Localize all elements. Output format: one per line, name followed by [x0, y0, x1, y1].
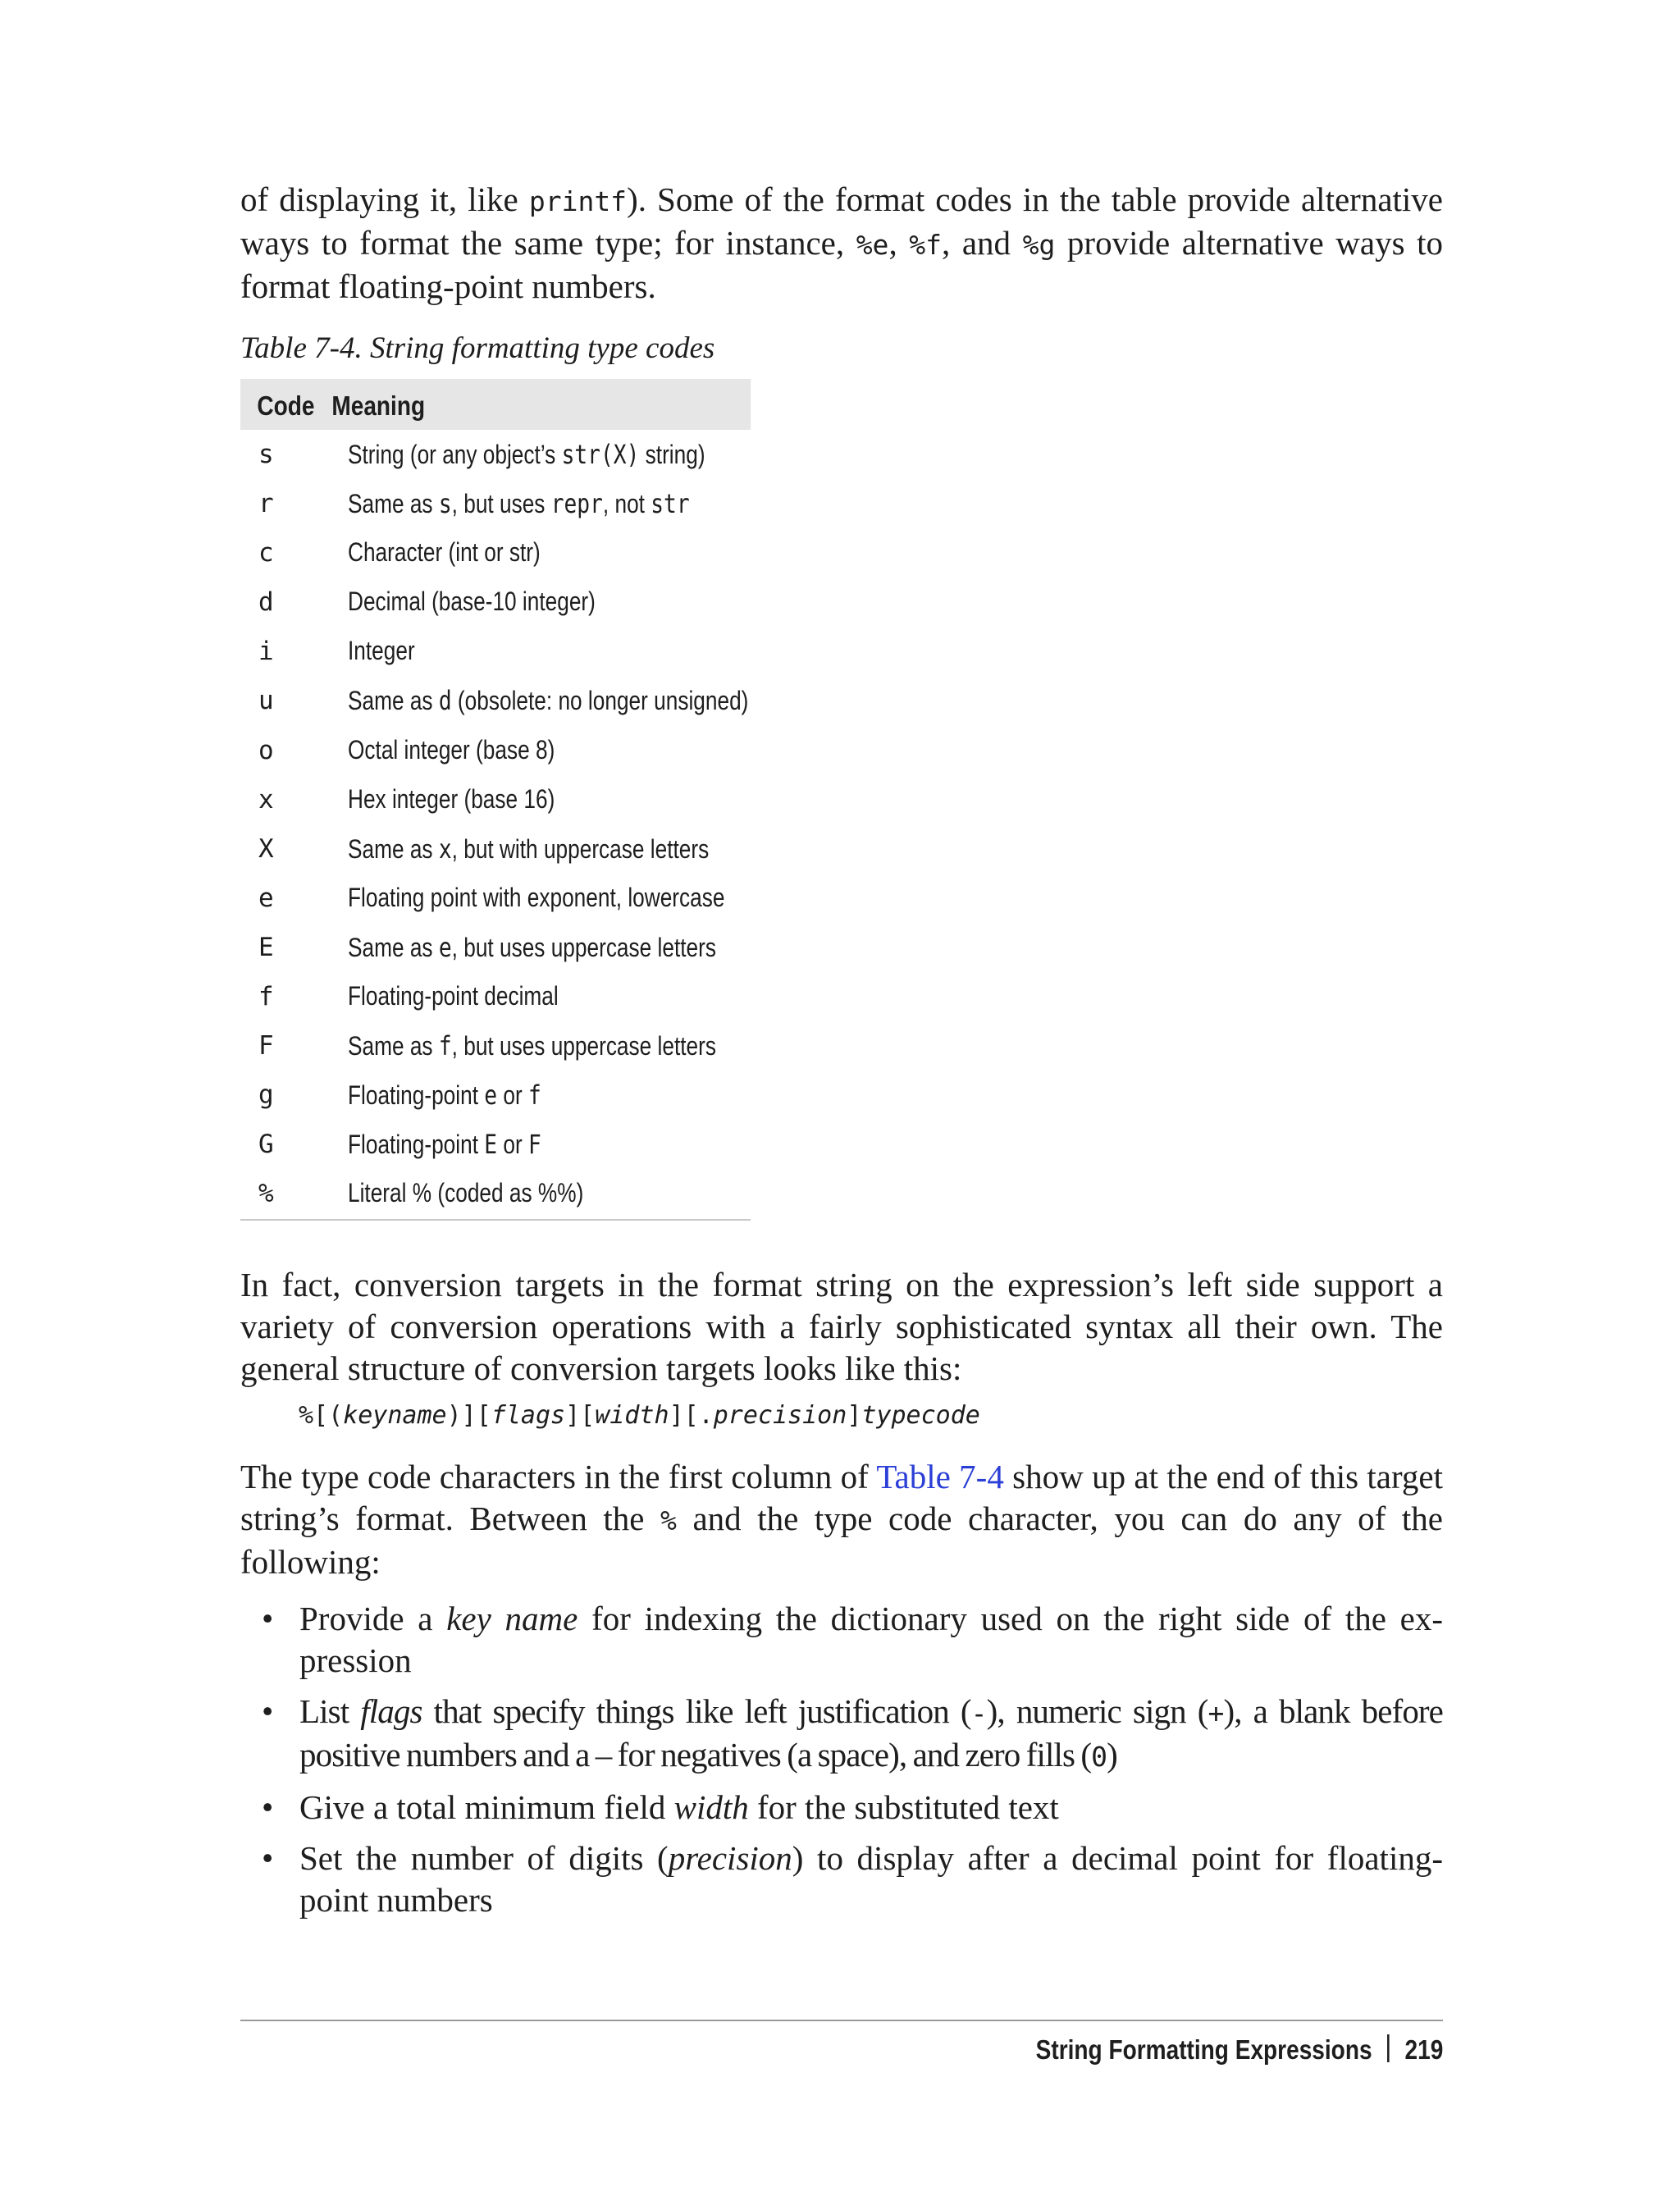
type-meaning — [348, 488, 690, 519]
list-item-width — [240, 1787, 1443, 1828]
term-precision: precision — [668, 1839, 792, 1877]
bullet-text: for indexing the dictionary used on the right side of the ex- pression — [299, 1600, 1443, 1679]
intro-text-3: , — [888, 224, 910, 262]
table-bottom-rule — [240, 1219, 751, 1221]
inline-code: e — [484, 1080, 498, 1112]
meaning-text: Floating point with exponent, lowercase — [348, 882, 725, 912]
meaning-text: , but uses uppercase letters — [451, 1031, 716, 1061]
bullet-text: for the substituted text — [748, 1788, 1059, 1826]
bullet-text: ) to display after a decimal point for floating- point numbers — [299, 1839, 1443, 1919]
meaning-text: Character (int or str) — [348, 537, 541, 568]
table-row — [240, 1169, 751, 1218]
table-row — [240, 972, 751, 1021]
type-meaning — [348, 537, 541, 568]
meaning-text: Floating-point — [348, 1080, 485, 1111]
meaning-text: (obsolete: no longer unsigned) — [451, 686, 749, 716]
conversion-syntax — [299, 1401, 980, 1430]
syntax-width: width — [595, 1401, 669, 1430]
intro-paragraph — [240, 179, 1443, 308]
intro-text-4: , and — [942, 224, 1023, 262]
page-number: 219 — [1404, 2034, 1443, 2065]
type-code: u — [258, 686, 274, 716]
table-row — [240, 627, 751, 676]
bullet-text: List — [299, 1692, 361, 1730]
type-code: x — [258, 784, 274, 815]
footer-separator — [1387, 2034, 1390, 2062]
meaning-text: Decimal (base-10 integer) — [348, 587, 596, 617]
list-item-flags — [240, 1691, 1443, 1778]
bullet-text: Give a total minimum field — [299, 1788, 674, 1826]
meaning-text: Integer — [348, 636, 415, 666]
type-meaning — [348, 932, 716, 963]
type-codes-table — [240, 379, 751, 1221]
type-code: s — [258, 440, 274, 469]
table-row — [240, 874, 751, 923]
meaning-text: or — [497, 1130, 528, 1160]
type-code: c — [258, 538, 274, 568]
table-row — [240, 1120, 751, 1169]
type-code: % — [258, 1179, 274, 1209]
type-code: f — [258, 982, 274, 1012]
bullet-dot: • — [262, 1839, 274, 1877]
table-row — [240, 578, 751, 627]
inline-code: d — [438, 685, 452, 717]
inline-code: str — [651, 488, 690, 520]
meaning-text: , but with uppercase letters — [451, 833, 710, 864]
table-row — [240, 923, 751, 972]
type-meaning — [348, 439, 705, 470]
meaning-text: , not — [602, 489, 651, 519]
code-pct-g: %g — [1022, 229, 1056, 261]
meaning-text: Same as — [348, 932, 439, 962]
list-item-key-name — [240, 1598, 1443, 1682]
meaning-text: Octal integer (base 8) — [348, 734, 555, 765]
type-meaning — [348, 981, 559, 1011]
bullet-text: ), numeric sign ( — [986, 1692, 1208, 1730]
meaning-text: Floating-point decimal — [348, 981, 559, 1011]
type-meaning — [348, 685, 748, 716]
syntax-part: %[( — [299, 1401, 344, 1430]
inline-code: F — [527, 1129, 541, 1161]
bullet-dot: • — [262, 1600, 274, 1637]
table-row — [240, 1071, 751, 1120]
intro-text-5: provide alternative ways to format floating-point numbers. — [240, 224, 1444, 305]
type-code: o — [258, 735, 274, 765]
syntax-precision: precision — [713, 1401, 847, 1430]
type-meaning — [348, 636, 415, 666]
type-para-text-1: The type code characters in the first column of — [240, 1458, 877, 1495]
meaning-text: Same as — [348, 1031, 439, 1061]
meaning-text: String (or any object’s — [348, 440, 562, 469]
inline-code: repr — [550, 488, 603, 520]
meaning-text: Floating-point — [348, 1130, 485, 1160]
table-row — [240, 1021, 751, 1071]
type-meaning — [348, 1080, 541, 1111]
inline-code: f — [438, 1030, 452, 1062]
type-code: F — [258, 1031, 274, 1061]
type-code: E — [258, 932, 274, 962]
code-printf: printf — [528, 185, 628, 217]
table-body — [240, 430, 751, 1219]
code-percent: % — [660, 1504, 677, 1536]
table-7-4-link[interactable]: Table 7-4 — [876, 1458, 1004, 1495]
code-minus: - — [970, 1697, 987, 1729]
footer-section-title: String Formatting Expressions — [1035, 2034, 1372, 2065]
bullet-text: ) — [1107, 1736, 1117, 1774]
inline-code: s — [438, 488, 452, 520]
type-code: e — [258, 883, 274, 913]
inline-code: E — [484, 1129, 498, 1161]
meaning-text: Same as — [348, 833, 439, 864]
meaning-text: Same as — [348, 489, 439, 519]
type-meaning — [348, 1129, 541, 1160]
inline-code: x — [438, 833, 452, 865]
type-meaning — [348, 883, 724, 913]
type-para-text-3: and the type code character, you can do any of the following: — [240, 1500, 1443, 1581]
footer-rule — [240, 2020, 1443, 2021]
syntax-part: ] — [847, 1401, 862, 1430]
table-row — [240, 528, 751, 578]
syntax-flags: flags — [491, 1401, 566, 1430]
type-code-paragraph — [240, 1456, 1443, 1583]
table-row — [240, 775, 751, 824]
syntax-part: ][ — [565, 1401, 596, 1430]
code-plus: + — [1208, 1697, 1224, 1729]
type-code: G — [258, 1130, 274, 1160]
type-code: X — [258, 833, 274, 864]
type-code: d — [258, 587, 274, 618]
header-code: Code — [257, 390, 315, 421]
term-width: width — [673, 1788, 749, 1826]
code-pct-f: %f — [909, 229, 943, 261]
meaning-text: , but uses uppercase letters — [451, 932, 716, 962]
bullet-text: Provide a — [299, 1600, 447, 1637]
syntax-typecode: typecode — [861, 1401, 980, 1430]
bullet-text: ), a blank before positive numbers and a – for negatives (a space), and zero fills ( — [299, 1692, 1443, 1774]
type-para-text-2: show up at the end of this target string’s format. Between the — [240, 1458, 1444, 1537]
bullet-text: that specify things like left justification ( — [422, 1692, 971, 1730]
type-code: i — [258, 637, 274, 667]
term-key-name: key name — [446, 1600, 578, 1637]
syntax-keyname: keyname — [343, 1401, 447, 1430]
table-row — [240, 479, 751, 528]
table-header — [240, 379, 751, 430]
table-row — [240, 824, 751, 874]
type-meaning — [348, 1178, 583, 1208]
bullet-text: Set the number of digits ( — [299, 1839, 669, 1877]
meaning-text: , but uses — [451, 489, 551, 519]
intro-text-2: ). Some of the format codes in the table provide alternative ways to format the same type; for instance, — [240, 180, 1443, 262]
header-meaning: Meaning — [331, 390, 426, 421]
syntax-part: )][ — [446, 1401, 491, 1430]
table-row — [240, 726, 751, 775]
syntax-part: ][. — [669, 1401, 714, 1430]
inline-code: str(X) — [561, 439, 640, 470]
meaning-text: Hex integer (base 16) — [348, 783, 555, 814]
list-item-precision — [240, 1838, 1443, 1921]
options-list — [240, 1598, 1443, 1921]
type-code: g — [258, 1080, 274, 1111]
inline-code: e — [438, 931, 452, 963]
table-caption: Table 7-4. String formatting type codes — [240, 331, 715, 365]
type-meaning — [348, 1030, 716, 1061]
meaning-text: Same as — [348, 686, 439, 716]
code-pct-e: %e — [856, 229, 889, 261]
meaning-text: Literal % (coded as %%) — [348, 1178, 584, 1208]
meaning-text: or — [497, 1080, 528, 1111]
table-row — [240, 676, 751, 725]
code-zero: 0 — [1091, 1741, 1107, 1773]
type-meaning — [348, 784, 555, 815]
type-meaning — [348, 735, 555, 765]
type-meaning — [348, 833, 709, 865]
meaning-text: string) — [639, 440, 705, 469]
table-row — [240, 430, 751, 479]
term-flags: flags — [360, 1692, 422, 1730]
inline-code: f — [527, 1080, 541, 1112]
running-footer — [1035, 2034, 1443, 2066]
intro-text-1: of displaying it, like — [240, 180, 529, 218]
bullet-dot: • — [262, 1692, 273, 1730]
bullet-dot: • — [262, 1788, 274, 1826]
type-meaning — [348, 587, 596, 617]
type-code: r — [258, 489, 274, 519]
conversion-targets-paragraph: In fact, conversion targets in the format string on the expression’s left side support a variety of conversion operations with a fairly sophisticated syntax all their own. The general structure of conversion targets looks like this: — [240, 1266, 1443, 1387]
